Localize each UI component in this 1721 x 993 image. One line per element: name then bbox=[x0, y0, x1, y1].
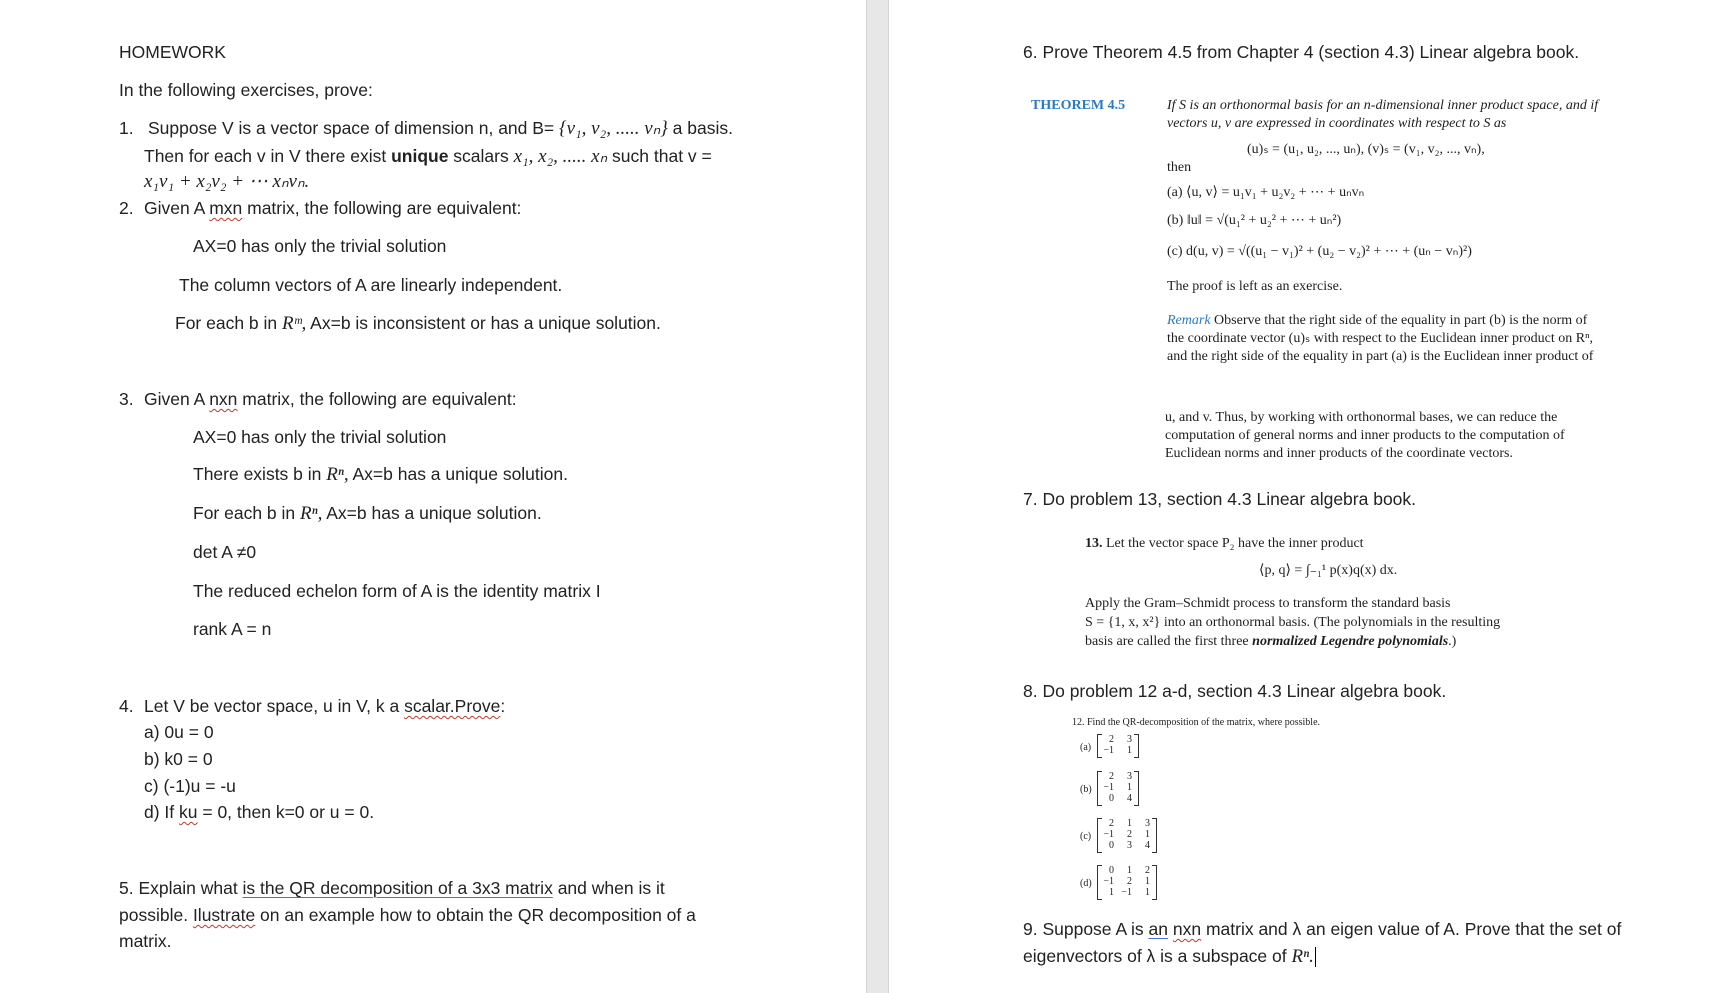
q1-line2: Then for each v in V there exist unique scalars x₁, x₂, ..... xₙ such that v = bbox=[144, 146, 712, 167]
q4-number: 4. bbox=[119, 696, 134, 716]
theorem-coordinates: (u)ₛ = (u₁, u₂, ..., uₙ), (v)ₛ = (v₁, v₂, ..., vₙ), bbox=[1247, 142, 1485, 157]
problem12-header: 12. Find the QR-decomposition of the matrix, where possible. bbox=[1072, 717, 1321, 728]
theorem-label: THEOREM 4.5 bbox=[1031, 98, 1126, 113]
spellcheck-word[interactable]: Ilustrate bbox=[192, 905, 256, 925]
intro-text: In the following exercises, prove: bbox=[119, 80, 373, 100]
text-cursor bbox=[1315, 947, 1316, 967]
q6-text: 6. Prove Theorem 4.5 from Chapter 4 (section 4.3) Linear algebra book. bbox=[1023, 42, 1580, 62]
q9-line2: eigenvectors of λ is a subspace of Rⁿ. bbox=[1023, 946, 1314, 967]
q3-item-5: The reduced echelon form of A is the identity matrix I bbox=[193, 581, 601, 601]
q3-item-2: There exists b in Rⁿ, Ax=b has a unique solution. bbox=[193, 464, 568, 485]
theorem-continuation-2: computation of general norms and inner products to the computation of bbox=[1165, 428, 1565, 443]
theorem-part-a: (a) ⟨u, v⟩ = u₁v₁ + u₂v₂ + ⋯ + uₙvₙ bbox=[1167, 185, 1365, 200]
theorem-part-c: (c) d(u, v) = √((u₁ − v₁)² + (u₂ − v₂)² + ⋯ + (uₙ − vₙ)²) bbox=[1167, 244, 1472, 259]
q1-linear-combination: x₁v₁ + x₂v₂ + ⋯ xₙvₙ. bbox=[144, 171, 310, 192]
q4-item-a: a) 0u = 0 bbox=[144, 722, 214, 742]
q2-item-1: AX=0 has only the trivial solution bbox=[193, 236, 447, 256]
homework-heading: HOMEWORK bbox=[119, 42, 226, 62]
q3-item-4: det A ≠0 bbox=[193, 542, 257, 562]
theorem-statement-1: If S is an orthonormal basis for an n-dimensional inner product space, and if bbox=[1167, 98, 1599, 113]
q3-text: Given A nxn matrix, the following are equivalent: bbox=[144, 389, 517, 409]
theorem-remark-1: Remark Observe that the right side of the equality in part (b) is the norm of bbox=[1167, 313, 1588, 328]
q4-item-b: b) k0 = 0 bbox=[144, 749, 213, 769]
theorem-remark-2: the coordinate vector (u)ₛ with respect to the Euclidean inner product on Rⁿ, bbox=[1167, 331, 1593, 346]
q9-line1: 9. Suppose A is an nxn matrix and λ an eigen value of A. Prove that the set of bbox=[1023, 919, 1622, 939]
q1-basis-set: {v₁, v₂, ..... vₙ} bbox=[559, 118, 668, 139]
problem13-formula: ⟨p, q⟩ = ∫₋₁¹ p(x)q(x) dx. bbox=[1259, 563, 1398, 578]
q5-line1: 5. Explain what is the QR decomposition of a 3x3 matrix and when is it bbox=[119, 878, 665, 898]
q3-item-1: AX=0 has only the trivial solution bbox=[193, 427, 447, 447]
document-page-right[interactable]: 6. Prove Theorem 4.5 from Chapter 4 (section 4.3) Linear algebra book. THEOREM 4.5 If S is an orthonormal basis for an n-dimensional inner product space, and if vectors u, v are expressed in coordinates with respect to S as (u)ₛ = (u₁, u₂, ..., uₙ), (v)ₛ = (v₁, v₂, ..., vₙ), then (a) ⟨u, v⟩ = u₁v₁ + u₂v₂ + ⋯ + uₙvₙ (b) ‖u‖ = √(u₁² + u₂² + ⋯ + uₙ²) (c) d(u, v) = √((u₁ − v₁)² + (u₂ − v₂)² + ⋯ + (uₙ − vₙ)²) The proof is left as an exercise. Remark Observe that the right side of the equality in part (b) is the norm of the coordinate vector (u)ₛ with respect to the Euclidean inner product on Rⁿ, and the right side of the equality in part (a) is the Euclidean inner product of u, and v. Thus, by working with orthonormal bases, we can reduce the computation of general norms and inner products to the computation of Euclidean norms and inner products of the coordinate vectors. 7. Do problem 13, section 4.3 Linear algebra book. 13. Let the vector space P₂ have the inner product ⟨p, q⟩ = ∫₋₁¹ p(x)q(x) dx. Apply the Gram–Schmidt process to transform the standard basis S = {1, x, x²} into an orthonormal basis. (The polynomials in the resulting basis are called the first three normalized Legendre polynomials.) 8. Do problem 12 a-d, section 4.3 Linear algebra book. 12. Find the QR-decomposition of the matrix, where possible. (a) 2 3 −1 1 (b) 2 3 −1 1 0 4 (c) 2 1 3 −1 2 1 0 3 4 (d) 0 1 2 −1 2 1 1 −1 1 9. Suppose A is an nxn matrix and λ an eigen value of A. Prove that the set of eigenvectors of λ is a subspace of Rⁿ. bbox=[889, 0, 1721, 993]
q2-item-3: For each b in Rᵐ, Ax=b is inconsistent or has a unique solution. bbox=[175, 313, 661, 334]
q1-line1: Suppose V is a vector space of dimension n, and B= {v₁, v₂, ..... vₙ} a basis. bbox=[148, 118, 733, 139]
theorem-continuation-1: u, and v. Thus, by working with orthonormal bases, we can reduce the bbox=[1165, 410, 1558, 425]
spellcheck-word[interactable]: nxn bbox=[209, 389, 238, 409]
grammar-underline[interactable]: an bbox=[1148, 919, 1168, 939]
q4-item-d: d) If ku = 0, then k=0 or u = 0. bbox=[144, 802, 375, 822]
q5-line2: possible. Ilustrate on an example how to obtain the QR decomposition of a bbox=[119, 905, 696, 925]
problem13-line1: 13. Let the vector space P₂ have the inner product bbox=[1085, 536, 1364, 551]
q4-item-c: c) (-1)u = -u bbox=[144, 776, 236, 796]
page-gutter bbox=[866, 0, 889, 993]
grammar-underline[interactable]: is the QR decomposition of a 3x3 matrix bbox=[242, 878, 553, 898]
q2-text: Given A mxn matrix, the following are equivalent: bbox=[144, 198, 522, 218]
spellcheck-word[interactable]: nxn bbox=[1172, 919, 1202, 939]
theorem-remark-3: and the right side of the equality in part (a) is the Euclidean inner product of bbox=[1167, 349, 1594, 364]
problem13-line2: Apply the Gram–Schmidt process to transform the standard basis bbox=[1085, 596, 1451, 611]
q2-number: 2. bbox=[119, 198, 134, 218]
q4-text: Let V be vector space, u in V, k a scalar.Prove: bbox=[144, 696, 506, 716]
spellcheck-word[interactable]: mxn bbox=[209, 198, 243, 218]
spellcheck-word[interactable]: ku bbox=[179, 802, 198, 822]
q3-number: 3. bbox=[119, 389, 134, 409]
theorem-statement-2: vectors u, v are expressed in coordinates with respect to S as bbox=[1167, 116, 1507, 131]
q5-line3: matrix. bbox=[119, 931, 172, 951]
problem13-line3: S = {1, x, x²} into an orthonormal basis. (The polynomials in the resulting bbox=[1085, 615, 1501, 630]
q3-item-6: rank A = n bbox=[193, 619, 272, 639]
problem13-line4: basis are called the first three normalized Legendre polynomials.) bbox=[1085, 634, 1457, 649]
q7-text: 7. Do problem 13, section 4.3 Linear algebra book. bbox=[1023, 489, 1417, 509]
q1-scalars: x₁, x₂, ..... xₙ bbox=[513, 146, 608, 167]
q2-item-2: The column vectors of A are linearly independent. bbox=[179, 275, 563, 295]
theorem-part-b: (b) ‖u‖ = √(u₁² + u₂² + ⋯ + uₙ²) bbox=[1167, 213, 1342, 228]
spellcheck-word[interactable]: scalar.Prove bbox=[404, 696, 501, 716]
q1-number: 1. bbox=[119, 118, 134, 138]
theorem-continuation-3: Euclidean norms and inner products of the coordinate vectors. bbox=[1165, 446, 1513, 461]
q8-text: 8. Do problem 12 a-d, section 4.3 Linear algebra book. bbox=[1023, 681, 1447, 701]
q3-item-3: For each b in Rⁿ, Ax=b has a unique solution. bbox=[193, 503, 542, 524]
theorem-then: then bbox=[1167, 160, 1192, 175]
theorem-proof-note: The proof is left as an exercise. bbox=[1167, 279, 1343, 294]
